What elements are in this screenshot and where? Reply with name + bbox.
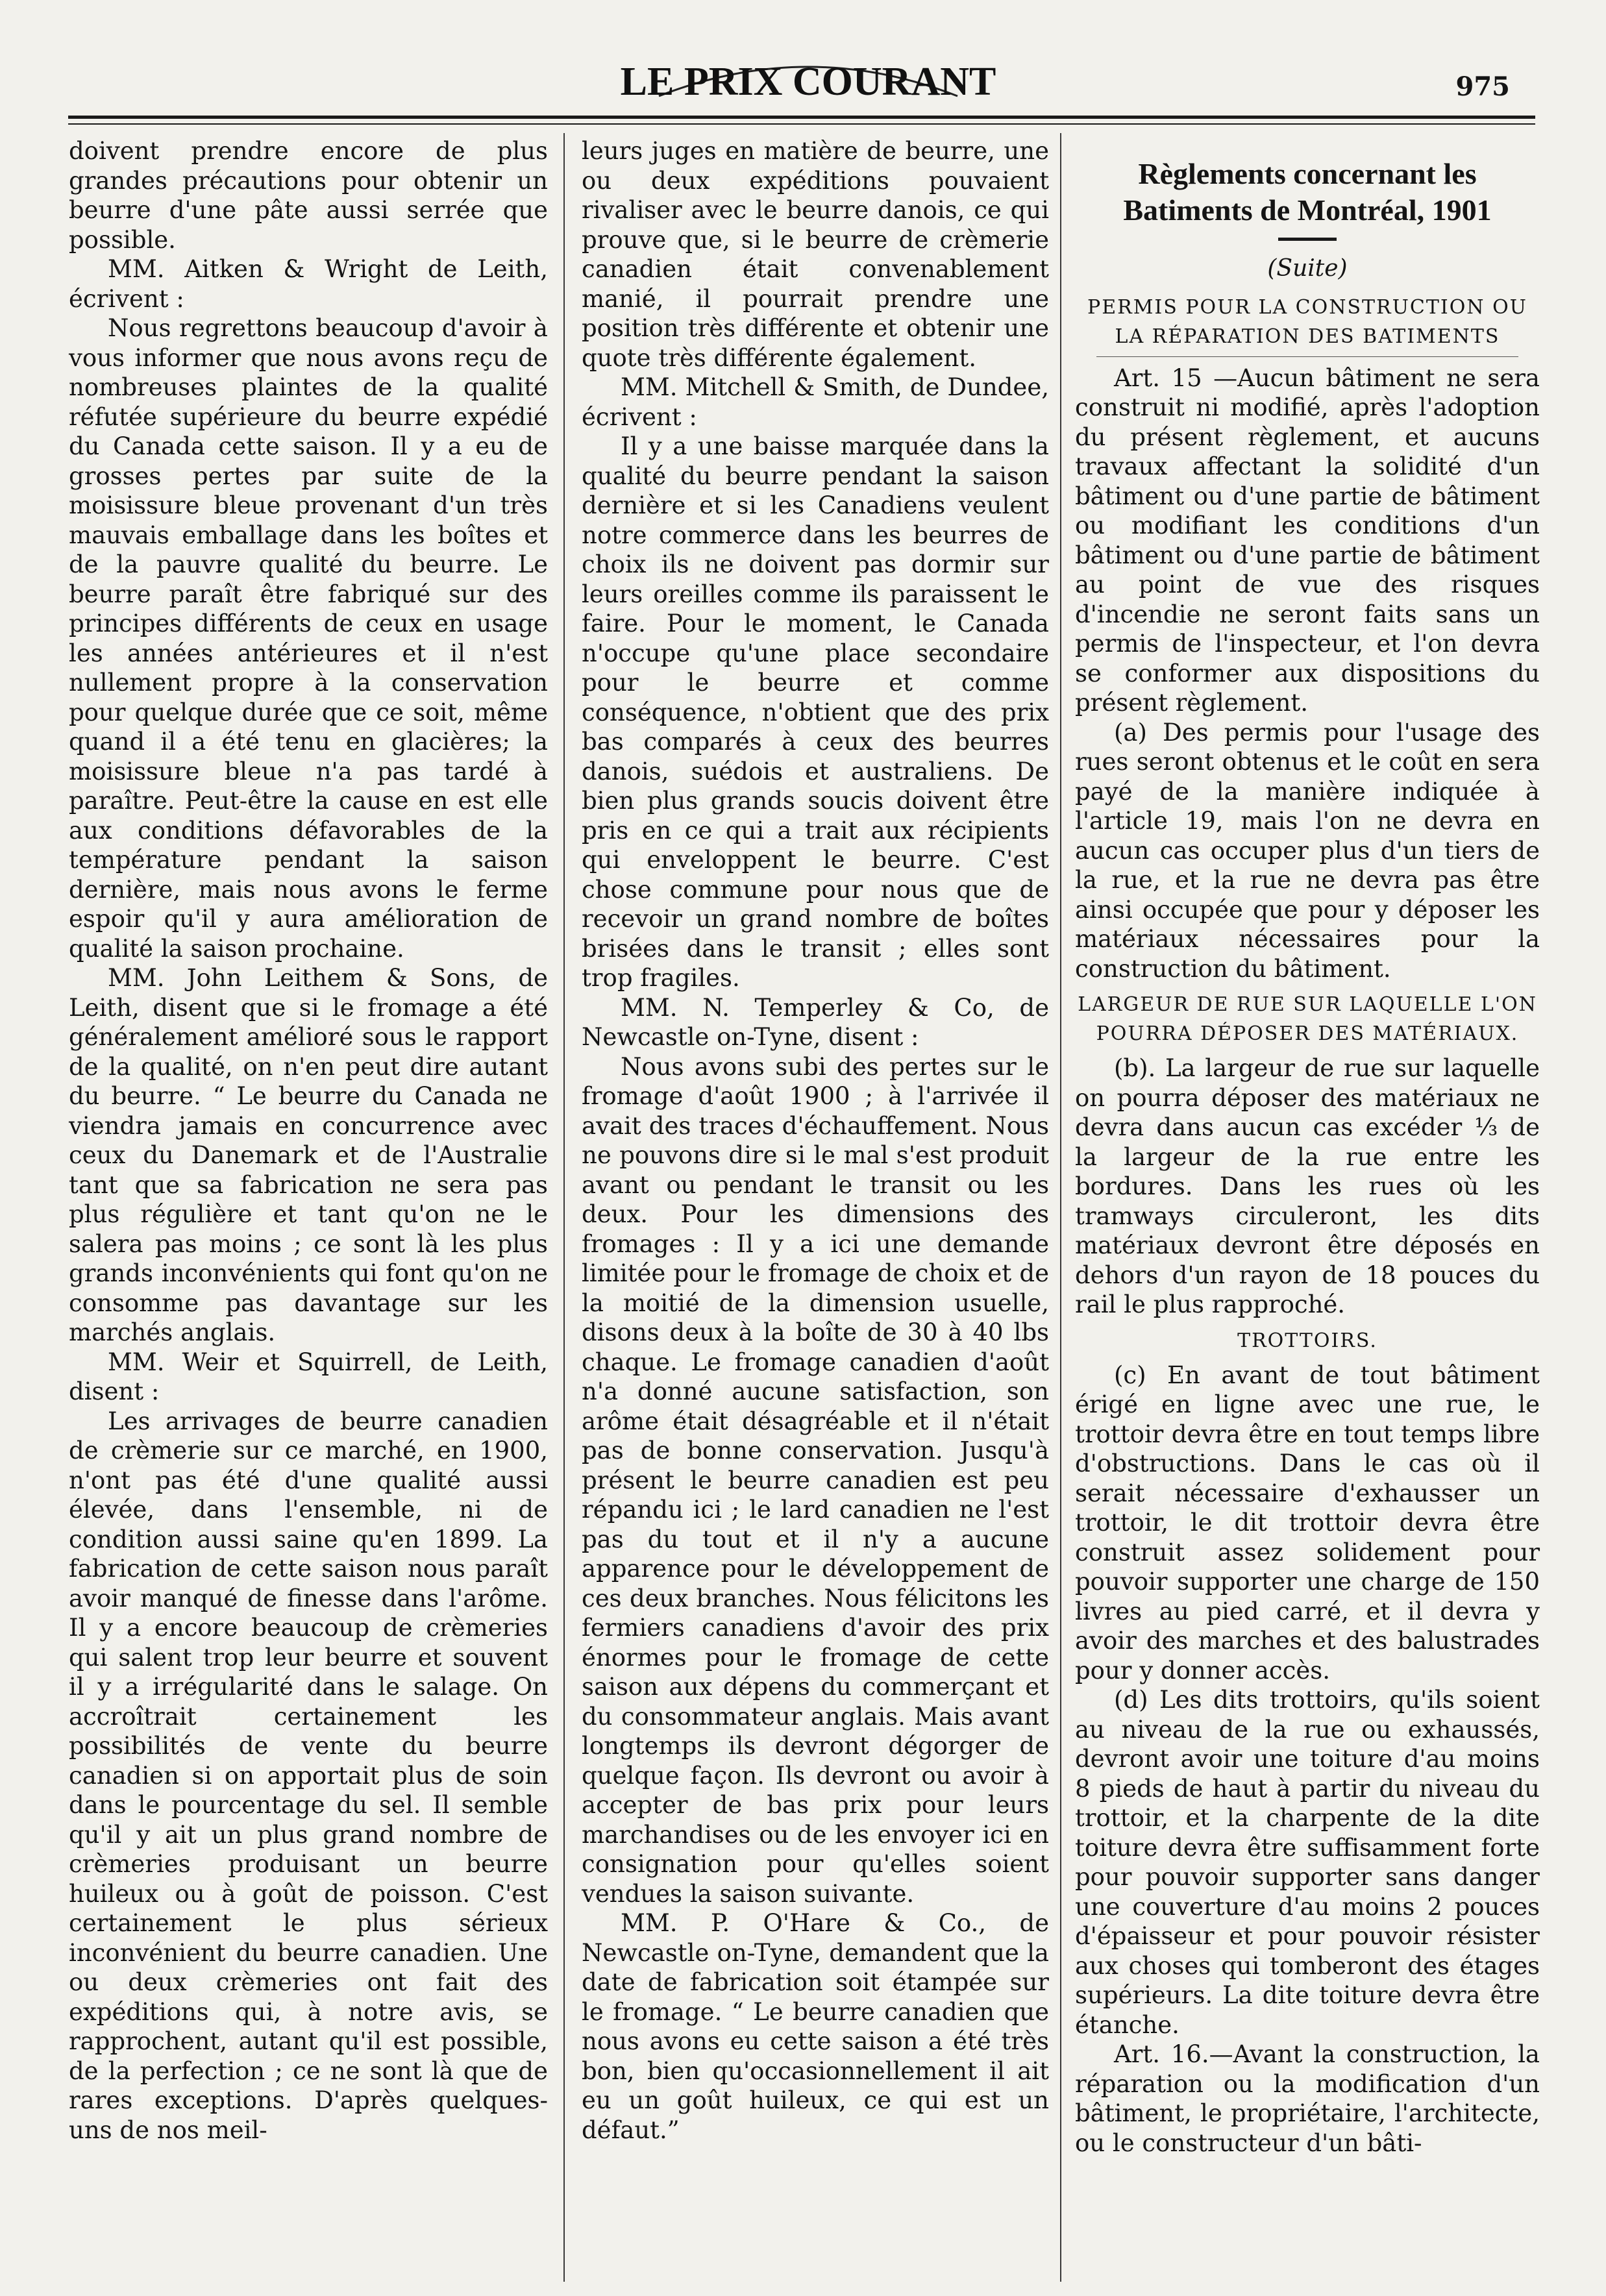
- paragraph: Les arrivages de beurre canadien de crèmerie sur ce marché, en 1900, n'ont pas été d'une qualité aussi élevée, dans l'ensemble, ni de condition aussi saine qu'en 1899. La fabrication de cette saison nous paraît avoir manqué de finesse dans l'arôme. Il y a encore beaucoup de crèmeries qui salent trop leur beurre et souvent il y a irrégularité dans le salage. On accroîtrait certainement les possibilités de vente du beurre canadien si on apportait plus de soin dans le pourcentage du sel. Il semble qu'il y ait un plus grand nombre de crèmeries produisant un beurre huileux ou à goût de poisson. C'est certainement le plus sérieux inconvénient du beurre canadien. Une ou deux crèmeries ont fait des expéditions qui, à notre avis, se rapprochent, autant qu'il est possible, de la perfection ; ce ne sont là que de rares exceptions. D'après quelques-uns de nos meil-: [69, 1407, 548, 2144]
- column-2: [582, 136, 1049, 2278]
- subheading: TROTTOIRS.: [1237, 1329, 1377, 1352]
- paragraph: MM. Mitchell & Smith, de Dundee, écrivent :: [582, 373, 1049, 431]
- title-rule: [1278, 238, 1337, 241]
- paragraph: leurs juges en matière de beurre, une ou deux expéditions pouvaient rivaliser avec le beurre danois, ce qui prouve que, si le beurre de crèmerie canadien était convenablement manié, il pourrait prendre une position très différente et obtenir une quote très différente également.: [582, 137, 1049, 372]
- paragraph: MM. N. Temperley & Co, de Newcastle on-Tyne, disent :: [582, 993, 1049, 1051]
- paragraph: MM. John Leithem & Sons, de Leith, disent que si le fromage a été généralement amélioré sous le rapport de la qualité, on n'en peut dire autant du beurre. “ Le beurre du Canada ne viendra jamais en concurrence avec ceux du Danemark et de l'Australie tant que sa fabrication ne sera pas plus régulière et tant qu'on ne le salera pas moins ; ce sont là les plus grands inconvénients qui font qu'on ne consomme pas davantage sur les marchés anglais.: [69, 964, 548, 1346]
- page-number: 975: [1455, 71, 1510, 102]
- masthead-logo-text: LE PRIX COURANT: [620, 60, 996, 104]
- masthead: [0, 0, 1606, 130]
- column-1: [69, 136, 548, 2278]
- paragraph: MM. Aitken & Wright de Leith, écrivent :: [69, 255, 548, 313]
- subheading-rule: [1096, 356, 1518, 357]
- paragraph: (c) En avant de tout bâtiment érigé en ligne avec une rue, le trottoir devra être en tout temps libre d'obstructions. Dans le cas où il serait nécessaire d'exhausser un trottoir, le dit trottoir devra être construit assez solidement pour pouvoir supporter une charge de 150 livres au pied carré, et il devra y avoir des marches et des balustrades pour y donner accès.: [1075, 1361, 1540, 1685]
- paragraph: Nous regrettons beaucoup d'avoir à vous informer que nous avons reçu de nombreuses plaintes de la qualité réfutée supérieure du beurre expédié du Canada cette saison. Il y a eu de grosses pertes par suite de la moisissure bleue provenant d'un très mauvais emballage dans les boîtes et de la pauvre qualité du beurre. Le beurre paraît être fabriqué sur des principes différents de ceux en usage les années antérieures et il n'est nullement propre à la conservation pour quelque durée que ce soit, même quand il a été tenu en glacières; la moisissure bleue n'a pas tardé à paraître. Peut-être la cause en est elle aux conditions défavorables de la température pendant la saison dernière, mais nous avons le ferme espoir qu'il y aura amélioration de qualité la saison prochaine.: [69, 314, 548, 963]
- paragraph: Il y a une baisse marquée dans la qualité du beurre pendant la saison dernière et si les Canadiens veulent notre commerce dans les beurres de choix ils ne doivent pas dormir sur leurs oreilles comme ils paraissent le faire. Pour le moment, le Canada n'occupe qu'une place secondaire pour le beurre et comme conséquence, n'obtient que des prix bas comparés à ceux des beurres danois, suédois et australiens. De bien plus grands soucis doivent être pris en ce qui a trait aux récipients qui enveloppent le beurre. C'est chose commune pour nous que de recevoir un grand nombre de boîtes brisées dans le transit ; elles sont trop fragiles.: [582, 432, 1049, 992]
- paragraph: Art. 16.—Avant la construction, la réparation ou la modification d'un bâtiment, le propriétaire, l'architecte, ou le constructeur d'un bâti-: [1075, 2040, 1540, 2157]
- paragraph: (a) Des permis pour l'usage des rues seront obtenus et le coût en sera payé de la manière indiquée à l'article 19, mais l'on ne devra en aucun cas occuper plus d'un tiers de la rue, et la rue ne devra pas être ainsi occupée que pour y déposer les matériaux nécessaires pour la construction du bâtiment.: [1075, 718, 1540, 983]
- header-rule: [68, 116, 1535, 119]
- subheading: PERMIS POUR LA CONSTRUCTION OU LA RÉPARATION DES BATIMENTS: [1087, 295, 1527, 348]
- section-title: Règlements concernant les Batiments de Montréal, 1901: [1123, 157, 1492, 227]
- paragraph: Nous avons subi des pertes sur le fromage d'août 1900 ; à l'arrivée il avait des traces d'échauffement. Nous ne pouvons dire si le mal s'est produit avant ou pendant le transit ou les deux. Pour les dimensions des fromages : Il y a ici une demande limitée pour le fromage de choix et de la moitié de la dimension usuelle, disons deux à la boîte de 30 à 40 lbs chaque. Le fromage canadien d'août n'a donné aucune satisfaction, son arôme était désagréable et il n'était pas de bonne conservation. Jusqu'à présent le beurre canadien est peu répandu ici ; le lard canadien ne l'est pas du tout et il n'y a aucune apparence pour le développement de ces deux branches. Nous félicitons les fermiers canadiens d'avoir des prix énormes pour le fromage de cette saison aux dépens du commerçant et du consommateur anglais. Mais avant longtemps ils devront dégorger de quelque façon. Ils devront ou avoir à accepter de bas prix pour leurs marchandises ou de les envoyer ici en consignation pour qu'elles soient vendues la saison suivante.: [582, 1052, 1049, 1908]
- paragraph: doivent prendre encore de plus grandes précautions pour obtenir un beurre d'une pâte aussi serrée que possible.: [69, 137, 548, 254]
- column-3: [1075, 136, 1540, 2278]
- masthead-logo: [620, 44, 996, 109]
- paragraph: MM. Weir et Squirrell, de Leith, disent :: [69, 1348, 548, 1405]
- subheading: LARGEUR DE RUE SUR LAQUELLE L'ON POURRA DÉPOSER DES MATÉRIAUX.: [1078, 993, 1537, 1045]
- paragraph: (b). La largeur de rue sur laquelle on pourra déposer des matériaux ne devra dans aucun cas excéder ⅓ de la largeur de la rue entre les bordures. Dans les rues où les tramways circuleront, les dits matériaux devront être déposés en dehors d'un rayon de 18 pouces du rail le plus rapproché.: [1075, 1054, 1540, 1318]
- paragraph: Art. 15 —Aucun bâtiment ne sera construit ni modifié, après l'adoption du présent règlement, et aucuns travaux affectant la solidité d'un bâtiment ou d'une partie de bâtiment ou modifiant les conditions d'un bâtiment ou d'une partie de bâtiment au point de vue des risques d'incendie ne seront faits sans un permis de l'inspecteur, et l'on devra se conformer aux dispositions du présent règlement.: [1075, 364, 1540, 717]
- column-divider: [1060, 133, 1061, 2282]
- paragraph: (d) Les dits trottoirs, qu'ils soient au niveau de la rue ou exhaussés, devront avoir une toiture d'au moins 8 pieds de haut à partir du niveau du trottoir, et la charpente de la dite toiture devra être suffisamment forte pour pouvoir supporter sans danger une couverture d'au moins 2 pouces d'épaisseur et pour pouvoir résister aux choses qui tomberont des étages supérieurs. La dite toiture devra être étanche.: [1075, 1686, 1540, 2039]
- paragraph: MM. P. O'Hare & Co., de Newcastle on-Tyne, demandent que la date de fabrication soit étampée sur le fromage. “ Le beurre canadien que nous avons eu cette saison a été très bon, bien qu'occasionnellement il ait eu un goût huileux, ce qui est un défaut.”: [582, 1909, 1049, 2144]
- header-rule-thin: [68, 123, 1535, 125]
- suite-label: (Suite): [1267, 255, 1348, 282]
- column-divider: [563, 133, 565, 2282]
